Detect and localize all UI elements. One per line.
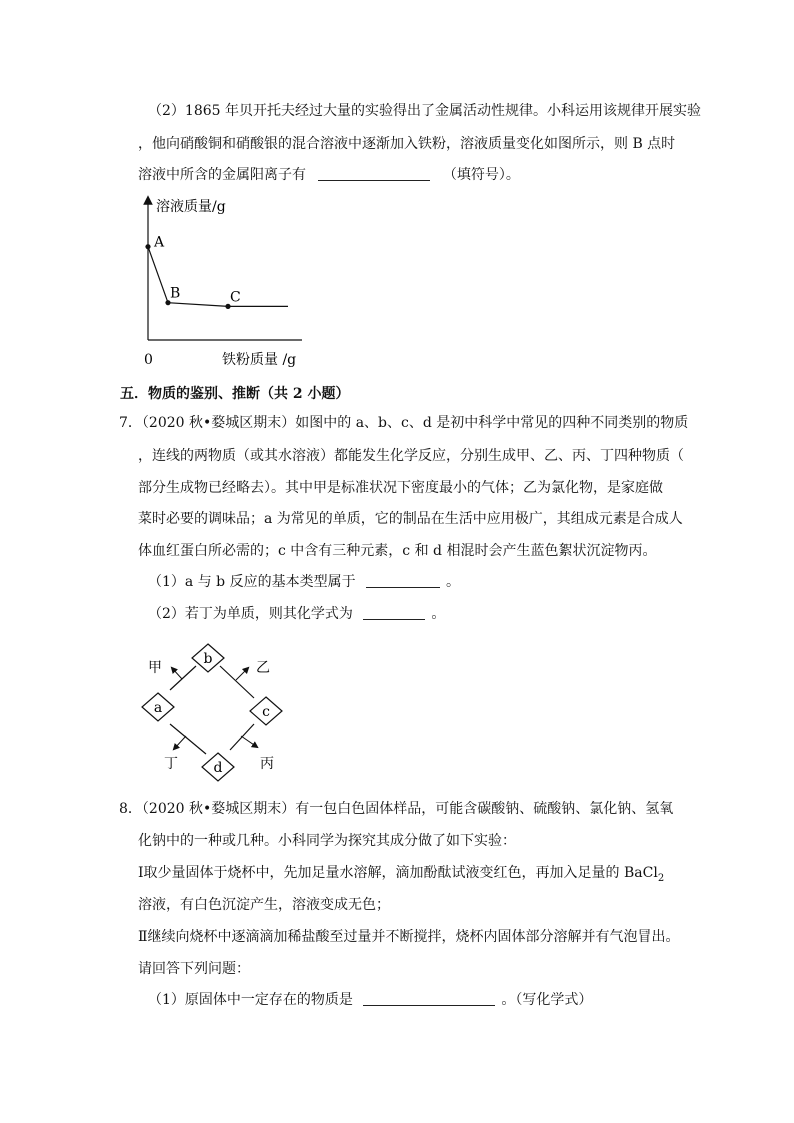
point-label-b: B bbox=[170, 285, 181, 302]
q8-step1-subscript: 2 bbox=[657, 873, 665, 884]
arrow-to-yi bbox=[236, 668, 248, 680]
node-c bbox=[250, 697, 282, 725]
q6-part2-line3 bbox=[138, 165, 520, 185]
arrow-to-jia bbox=[172, 668, 182, 679]
q7-line4: 菜时必要的调味品；a 为常见的单质，它的制品在生活中应用极广，其组成元素是合成人 bbox=[138, 511, 683, 527]
node-d bbox=[202, 753, 234, 781]
reaction-diagram bbox=[130, 632, 300, 784]
q8-sub1-text: （1）原固体中一定存在的物质是 bbox=[148, 992, 353, 1008]
q7-sub1 bbox=[148, 572, 460, 592]
node-a-label: a bbox=[153, 700, 163, 716]
arrow-to-bing bbox=[241, 736, 257, 747]
q7-sub2 bbox=[148, 604, 445, 624]
section-5-title: 五．物质的鉴别、推断（共 2 小题） bbox=[120, 386, 350, 402]
x-axis-label: 铁粉质量 /g bbox=[222, 352, 297, 368]
node-d-label: d bbox=[213, 760, 223, 776]
q7-sub2-answer-blank[interactable] bbox=[363, 605, 425, 620]
q7-line5: 体血红蛋白所必需的；c 中含有三种元素，c 和 d 相混时会产生蓝色絮状沉淀物丙。 bbox=[138, 543, 657, 559]
q6-part2-line3-suffix: （填符号）。 bbox=[442, 167, 520, 183]
q7-sub1-answer-blank[interactable] bbox=[366, 573, 440, 588]
q8-step1-line1 bbox=[138, 863, 664, 889]
y-axis-label: 溶液质量/g bbox=[156, 199, 226, 215]
q7-line3: 部分生成物已经略去）。其中甲是标准状况下密度最小的气体；乙为氯化物，是家庭做 bbox=[138, 480, 663, 496]
q6-part2-line1: （2）1865 年贝开托夫经过大量的实验得出了金属活动性规律。小科运用该规律开展实验 bbox=[148, 103, 701, 119]
node-b bbox=[192, 644, 224, 672]
product-bing: 丙 bbox=[260, 756, 274, 772]
link-a-d bbox=[170, 724, 206, 754]
q7-sub2-text: （2）若丁为单质，则其化学式为 bbox=[148, 606, 353, 622]
q8-step1-text: Ⅰ取少量固体于烧杯中，先加足量水溶解，滴加酚酞试液变红色，再加入足量的 BaCl bbox=[138, 865, 658, 881]
product-yi: 乙 bbox=[256, 660, 270, 676]
q7-sub2-suffix: 。 bbox=[431, 606, 446, 622]
q7-number: 7． bbox=[119, 415, 142, 431]
node-a bbox=[142, 693, 174, 721]
point-a bbox=[145, 244, 150, 249]
product-jia: 甲 bbox=[148, 660, 162, 676]
node-b-label: b bbox=[203, 651, 213, 667]
origin-label: 0 bbox=[144, 352, 153, 368]
arrow-to-ding bbox=[174, 736, 186, 749]
node-c-label: c bbox=[262, 704, 270, 720]
q8-sub1 bbox=[148, 990, 592, 1010]
q8-step1-line2: 溶液，有白色沉淀产生，溶液变成无色； bbox=[138, 897, 390, 913]
q7-line1-text: （2020 秋•婺城区期末）如图中的 a、b、c、d 是初中科学中常见的四种不同类别的物质 bbox=[141, 415, 689, 431]
solution-mass-chart bbox=[130, 190, 320, 370]
q6-answer-blank[interactable] bbox=[318, 166, 430, 181]
point-label-a: A bbox=[154, 234, 165, 251]
q7-sub1-suffix: 。 bbox=[446, 574, 461, 590]
q8-sub1-suffix: 。（写化学式） bbox=[501, 992, 593, 1008]
link-b-c bbox=[220, 666, 254, 698]
q6-part2-line2: ，他向硝酸铜和硝酸银的混合溶液中逐渐加入铁粉，溶液质量变化如图所示，则 B 点时 bbox=[138, 136, 676, 152]
q7-line1 bbox=[119, 413, 688, 433]
q8-line2: 化钠中的一种或几种。小科同学为探究其成分做了如下实验： bbox=[138, 833, 516, 849]
product-ding: 丁 bbox=[164, 756, 178, 772]
q7-line2: ，连线的两物质（或其水溶液）都能发生化学反应，分别生成甲、乙、丙、丁四种物质（ bbox=[138, 448, 684, 464]
q8-ask: 请回答下列问题： bbox=[138, 961, 250, 977]
q6-part2-line3-text: 溶液中所含的金属阳离子有 bbox=[138, 167, 306, 183]
series-line bbox=[148, 247, 288, 307]
q8-line1-text: （2020 秋•婺城区期末）有一包白色固体样品，可能含碳酸钠、硫酸钠、氯化钠、氢氧 bbox=[141, 801, 674, 817]
q8-sub1-answer-blank[interactable] bbox=[363, 991, 495, 1006]
q8-step2: Ⅱ继续向烧杯中逐滴滴加稀盐酸至过量并不断搅拌，烧杯内固体部分溶解并有气泡冒出。 bbox=[138, 929, 680, 945]
q7-sub1-text: （1）a 与 b 反应的基本类型属于 bbox=[148, 574, 356, 590]
point-label-c: C bbox=[230, 289, 241, 306]
q8-number: 8． bbox=[119, 801, 142, 817]
q8-line1 bbox=[119, 799, 673, 819]
